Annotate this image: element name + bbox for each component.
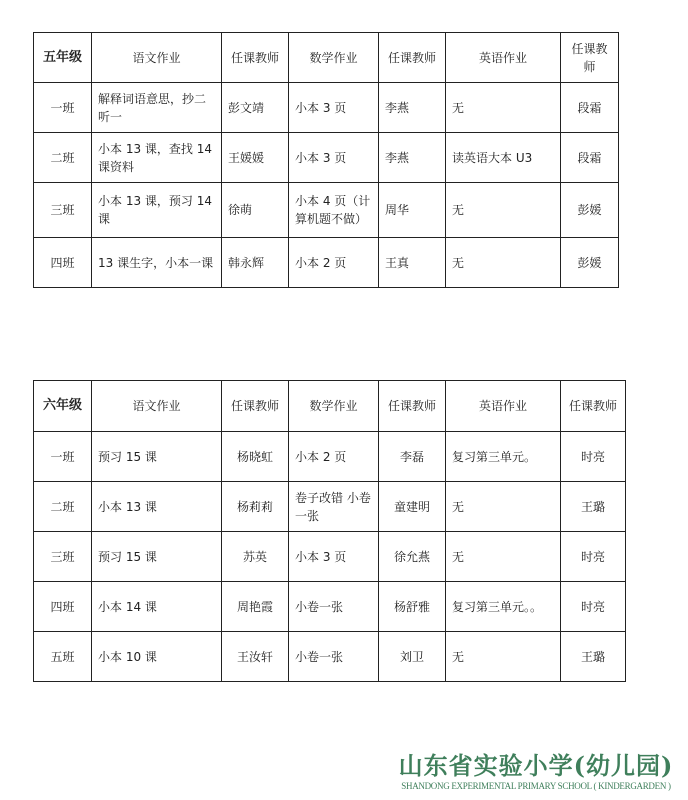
chinese-teacher: 周艳霞 bbox=[222, 582, 289, 632]
math-homework: 小卷一张 bbox=[289, 632, 379, 682]
header-math-homework: 数学作业 bbox=[289, 381, 379, 432]
class-name: 五班 bbox=[34, 632, 92, 682]
table-row bbox=[34, 432, 626, 482]
english-teacher: 时亮 bbox=[561, 582, 626, 632]
math-teacher: 李磊 bbox=[379, 432, 446, 482]
header-teacher: 任课教师 bbox=[561, 381, 626, 432]
english-homework: 无 bbox=[446, 238, 561, 288]
chinese-teacher: 王汝轩 bbox=[222, 632, 289, 682]
chinese-teacher: 韩永辉 bbox=[222, 238, 289, 288]
chinese-homework: 小本 10 课 bbox=[92, 632, 222, 682]
math-teacher: 王真 bbox=[379, 238, 446, 288]
english-teacher: 段霜 bbox=[561, 133, 619, 183]
math-teacher: 刘卫 bbox=[379, 632, 446, 682]
english-homework: 无 bbox=[446, 632, 561, 682]
math-teacher: 李燕 bbox=[379, 83, 446, 133]
grade-label: 五年级 bbox=[34, 33, 92, 83]
math-homework: 小本 2 页 bbox=[289, 238, 379, 288]
math-teacher: 徐允燕 bbox=[379, 532, 446, 582]
english-teacher: 王璐 bbox=[561, 632, 626, 682]
english-homework: 复习第三单元。 bbox=[446, 432, 561, 482]
chinese-homework: 小本 14 课 bbox=[92, 582, 222, 632]
table-row bbox=[34, 183, 619, 238]
header-teacher: 任课教师 bbox=[379, 33, 446, 83]
class-name: 二班 bbox=[34, 133, 92, 183]
header-teacher: 任课教师 bbox=[222, 381, 289, 432]
math-homework: 卷子改错 小卷一张 bbox=[289, 482, 379, 532]
english-teacher: 段霜 bbox=[561, 83, 619, 133]
table-row bbox=[34, 632, 626, 682]
table-row bbox=[34, 83, 619, 133]
class-name: 一班 bbox=[34, 83, 92, 133]
school-name-chinese: 山东省实验小学(幼儿园) bbox=[398, 751, 674, 780]
math-homework: 小卷一张 bbox=[289, 582, 379, 632]
chinese-homework: 小本 13 课 bbox=[92, 482, 222, 532]
math-teacher: 杨舒雅 bbox=[379, 582, 446, 632]
table-row bbox=[34, 532, 626, 582]
math-homework: 小本 3 页 bbox=[289, 532, 379, 582]
grade5-homework-table bbox=[33, 32, 619, 288]
math-homework: 小本 4 页（计算机题不做） bbox=[289, 183, 379, 238]
header-teacher: 任课教师 bbox=[561, 33, 619, 83]
english-homework: 无 bbox=[446, 532, 561, 582]
table-row bbox=[34, 133, 619, 183]
math-teacher: 周华 bbox=[379, 183, 446, 238]
header-english-homework: 英语作业 bbox=[446, 33, 561, 83]
header-chinese-homework: 语文作业 bbox=[92, 381, 222, 432]
math-teacher: 童建明 bbox=[379, 482, 446, 532]
table-row bbox=[34, 582, 626, 632]
header-chinese-homework: 语文作业 bbox=[92, 33, 222, 83]
english-homework: 无 bbox=[446, 83, 561, 133]
school-name-english: SHANDONG EXPERIMENTAL PRIMARY SCHOOL ( KINDERGARDEN ) bbox=[401, 781, 671, 791]
english-homework: 复习第三单元。。 bbox=[446, 582, 561, 632]
table-row bbox=[34, 482, 626, 532]
chinese-teacher: 徐萌 bbox=[222, 183, 289, 238]
chinese-homework: 预习 15 课 bbox=[92, 432, 222, 482]
math-teacher: 李燕 bbox=[379, 133, 446, 183]
header-math-homework: 数学作业 bbox=[289, 33, 379, 83]
english-teacher: 时亮 bbox=[561, 532, 626, 582]
school-logo bbox=[388, 751, 684, 792]
english-homework: 无 bbox=[446, 183, 561, 238]
class-name: 三班 bbox=[34, 183, 92, 238]
table-row bbox=[34, 238, 619, 288]
class-name: 三班 bbox=[34, 532, 92, 582]
table-header-row bbox=[34, 381, 626, 432]
chinese-homework: 解释词语意思，抄二听一 bbox=[92, 83, 222, 133]
chinese-homework: 小本 13 课，查找 14 课资料 bbox=[92, 133, 222, 183]
chinese-teacher: 杨莉莉 bbox=[222, 482, 289, 532]
english-teacher: 彭媛 bbox=[561, 183, 619, 238]
header-teacher: 任课教师 bbox=[379, 381, 446, 432]
math-homework: 小本 2 页 bbox=[289, 432, 379, 482]
grade-label: 六年级 bbox=[34, 381, 92, 432]
chinese-homework: 预习 15 课 bbox=[92, 532, 222, 582]
chinese-teacher: 王媛媛 bbox=[222, 133, 289, 183]
grade6-homework-table bbox=[33, 380, 626, 682]
header-teacher: 任课教师 bbox=[222, 33, 289, 83]
english-homework: 读英语大本 U3 bbox=[446, 133, 561, 183]
math-homework: 小本 3 页 bbox=[289, 83, 379, 133]
chinese-teacher: 彭文靖 bbox=[222, 83, 289, 133]
english-teacher: 时亮 bbox=[561, 432, 626, 482]
english-teacher: 王璐 bbox=[561, 482, 626, 532]
class-name: 二班 bbox=[34, 482, 92, 532]
chinese-homework: 小本 13 课，预习 14 课 bbox=[92, 183, 222, 238]
english-homework: 无 bbox=[446, 482, 561, 532]
chinese-teacher: 苏英 bbox=[222, 532, 289, 582]
chinese-teacher: 杨晓虹 bbox=[222, 432, 289, 482]
class-name: 四班 bbox=[34, 238, 92, 288]
class-name: 一班 bbox=[34, 432, 92, 482]
table-header-row bbox=[34, 33, 619, 83]
math-homework: 小本 3 页 bbox=[289, 133, 379, 183]
chinese-homework: 13 课生字，小本一课 bbox=[92, 238, 222, 288]
header-english-homework: 英语作业 bbox=[446, 381, 561, 432]
english-teacher: 彭媛 bbox=[561, 238, 619, 288]
class-name: 四班 bbox=[34, 582, 92, 632]
